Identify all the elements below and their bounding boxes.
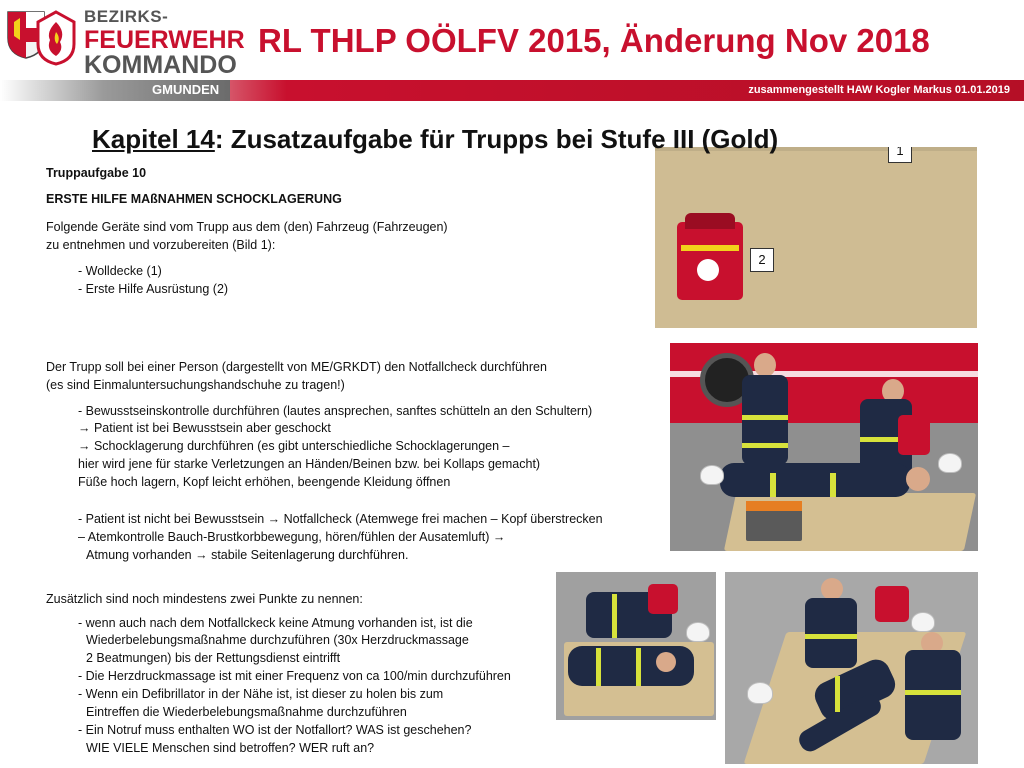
procedure-line: - Patient ist nicht bei Bewusstsein → Notfallcheck (Atemwege frei machen – Kopf überstrecken — [78, 512, 603, 526]
extra-line: - Die Herzdruckmassage ist mit einer Frequenz von ca 100/min durchzuführen — [78, 669, 511, 683]
photo-shock-positioning — [670, 343, 978, 551]
extra-line: - wenn auch nach dem Notfallckeck keine Atmung vorhanden ist, ist die — [78, 616, 473, 630]
chapter-number: Kapitel 14 — [92, 124, 215, 154]
procedure-line: Der Trupp soll bei einer Person (dargestellt von ME/GRKDT) den Notfallcheck durchführen — [46, 360, 547, 374]
logo-text-bezirks: BEZIRKS- — [84, 7, 169, 26]
photo-equipment — [655, 147, 977, 328]
procedure-line: - Bewusstseinskontrolle durchführen (lautes ansprechen, sanftes schütteln an den Schultern) — [78, 404, 593, 418]
extra-line: Eintreffen die Wiederbelebungsmaßnahme durchzuführen — [86, 705, 407, 719]
photo-cpr — [556, 572, 716, 720]
procedure-line: (es sind Einmaluntersuchungshandschuhe zu tragen!) — [46, 378, 345, 392]
extra-heading: Zusätzlich sind noch mindestens zwei Punkte zu nennen: — [46, 592, 363, 606]
procedure-line: Füße hoch lagern, Kopf leicht erhöhen, beengende Kleidung öffnen — [78, 475, 451, 489]
procedure-line: → Patient ist bei Bewusstsein aber geschockt — [78, 421, 331, 435]
extra-line: - Wenn ein Defibrillator in der Nähe ist, ist dieser zu holen bis zum — [78, 687, 444, 701]
fire-brigade-emblem-icon — [36, 10, 76, 66]
logo-text-kommando: KOMMANDO — [84, 51, 237, 79]
extra-line: - Ein Notruf muss enthalten WO ist der Notfallort? WAS ist geschehen? — [78, 723, 472, 737]
chapter-title — [92, 124, 778, 155]
photo-label-1: 1 — [888, 147, 912, 163]
procedure-line: → Schocklagerung durchführen (es gibt unterschiedliche Schocklagerungen – — [78, 439, 510, 453]
logo-text-feuerwehr: FEUERWEHR — [84, 26, 245, 54]
logo-subtitle: GMUNDEN — [152, 82, 220, 97]
intro-line: zu entnehmen und vorzubereiten (Bild 1): — [46, 238, 276, 252]
credit-text: zusammengestellt HAW Kogler Markus 01.01.2019 — [748, 84, 1010, 96]
equipment-item: - Erste Hilfe Ausrüstung (2) — [78, 282, 229, 296]
extra-line: Wiederbelebungsmaßnahme durchzuführen (30x Herzdruckmassage — [86, 633, 469, 647]
task-label: Truppaufgabe 10 — [46, 166, 147, 180]
task-heading: ERSTE HILFE MAßNAHMEN SCHOCKLAGERUNG — [46, 192, 342, 206]
chapter-subtitle: : Zusatzaufgabe für Trupps bei Stufe III (Gold) — [214, 124, 779, 154]
photo-recovery-position — [725, 572, 978, 764]
procedure-line: hier wird jene für starke Verletzungen an Händen/Beinen bzw. bei Kollaps gemacht) — [78, 457, 541, 471]
equipment-item: - Wolldecke (1) — [78, 264, 162, 278]
procedure-line: – Atemkontrolle Bauch-Brustkorbbewegung, hören/fühlen der Ausatemluft) → — [78, 530, 506, 544]
extra-line: 2 Beatmungen) bis der Rettungsdienst eintrifft — [86, 651, 341, 665]
intro-line: Folgende Geräte sind vom Trupp aus dem (den) Fahrzeug (Fahrzeugen) — [46, 220, 448, 234]
procedure-line: Atmung vorhanden → stabile Seitenlagerung durchführen. — [86, 548, 409, 562]
extra-line: WIE VIELE Menschen sind betroffen? WER ruft an? — [86, 741, 375, 755]
photo-label-2: 2 — [750, 248, 774, 272]
slide-title: RL THLP OÖLFV 2015, Änderung Nov 2018 — [258, 22, 930, 59]
